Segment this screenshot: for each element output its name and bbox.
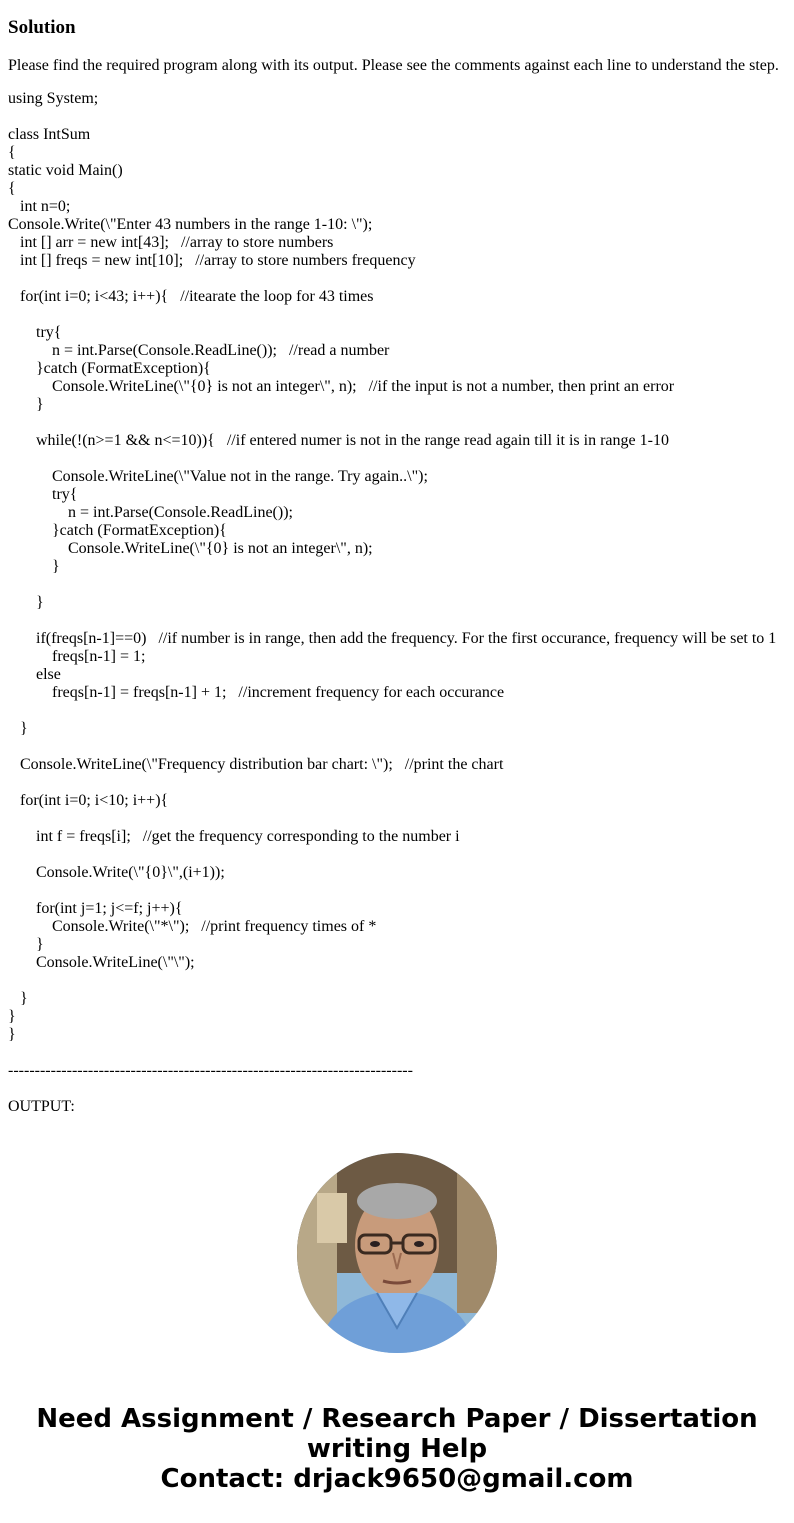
page-title: Solution	[8, 17, 76, 38]
code-line: try{	[8, 486, 78, 503]
code-line: n = int.Parse(Console.ReadLine()); //read a number	[8, 342, 390, 359]
promo-line-1: Need Assignment / Research Paper / Dissertation	[36, 1404, 758, 1434]
code-line	[8, 738, 776, 756]
code-line: }	[8, 990, 28, 1007]
code-line: }catch (FormatException){	[8, 522, 227, 539]
code-line: Console.WriteLine(\"{0} is not an integer\", n);	[8, 540, 373, 557]
promo-line-2: writing Help	[306, 1434, 488, 1464]
code-line	[8, 702, 776, 720]
code-line: }	[8, 594, 44, 611]
code-line: {	[8, 144, 16, 161]
code-line	[8, 972, 776, 990]
code-line: {	[8, 180, 16, 197]
code-line: Console.WriteLine(\"\");	[8, 954, 195, 971]
code-line: if(freqs[n-1]==0) //if number is in range, then add the frequency. For the first occurance, frequency will be set to 1	[8, 630, 777, 647]
code-line	[8, 108, 776, 126]
code-line: static void Main()	[8, 162, 123, 179]
code-line: using System;	[8, 90, 99, 107]
code-line: ----------------------------------------------------------------------------	[8, 1062, 413, 1079]
code-line: for(int j=1; j<=f; j++){	[8, 900, 183, 917]
code-line	[8, 1044, 776, 1062]
code-line	[8, 306, 776, 324]
code-line: }	[8, 1026, 16, 1043]
code-line: for(int i=0; i<43; i++){ //itearate the loop for 43 times	[8, 288, 374, 305]
code-line: }	[8, 396, 44, 413]
code-line: Console.Write(\"Enter 43 numbers in the range 1-10: \");	[8, 216, 373, 233]
code-line: int f = freqs[i]; //get the frequency corresponding to the number i	[8, 828, 460, 845]
code-line: else	[8, 666, 61, 683]
code-line: Console.Write(\"*\"); //print frequency times of *	[8, 918, 377, 935]
promo-contact[interactable]: Contact: drjack9650@gmail.com	[160, 1464, 634, 1494]
code-line: Console.WriteLine(\"Frequency distribution bar chart: \"); //print the chart	[8, 756, 504, 773]
code-line	[8, 450, 776, 468]
code-line: }	[8, 936, 44, 953]
code-line: int [] arr = new int[43]; //array to store numbers	[8, 234, 334, 251]
code-line	[8, 1080, 776, 1098]
code-line: Console.WriteLine(\"Value not in the range. Try again..\");	[8, 468, 428, 485]
code-line: int n=0;	[8, 198, 71, 215]
code-line: }catch (FormatException){	[8, 360, 211, 377]
code-line	[8, 846, 776, 864]
code-line: try{	[8, 324, 62, 341]
code-line: freqs[n-1] = 1;	[8, 648, 146, 665]
code-line	[8, 576, 776, 594]
code-line: }	[8, 558, 60, 575]
code-line: OUTPUT:	[8, 1098, 75, 1115]
code-line: for(int i=0; i<10; i++){	[8, 792, 169, 809]
code-line: Console.Write(\"{0}\",(i+1));	[8, 864, 225, 881]
code-line: }	[8, 1008, 16, 1025]
code-line	[8, 612, 776, 630]
author-portrait-image	[297, 1153, 497, 1353]
code-line: n = int.Parse(Console.ReadLine());	[8, 504, 293, 521]
code-line: while(!(n>=1 && n<=10)){ //if entered numer is not in the range read again till it is in range 1-10	[8, 432, 669, 449]
code-line	[8, 774, 776, 792]
code-line	[8, 270, 776, 288]
code-line: int [] freqs = new int[10]; //array to store numbers frequency	[8, 252, 416, 269]
code-listing	[8, 90, 776, 1116]
code-line	[8, 882, 776, 900]
code-line: class IntSum	[8, 126, 91, 143]
code-line	[8, 414, 776, 432]
code-line	[8, 810, 776, 828]
code-line: }	[8, 720, 28, 737]
code-line: freqs[n-1] = freqs[n-1] + 1; //increment frequency for each occurance	[8, 684, 505, 701]
promo-banner	[0, 1404, 794, 1494]
intro-text: Please find the required program along with its output. Please see the comments against each line to understand the step.	[8, 57, 779, 74]
author-avatar	[297, 1153, 497, 1353]
code-line: Console.WriteLine(\"{0} is not an integer\", n); //if the input is not a number, then print an error	[8, 378, 675, 395]
